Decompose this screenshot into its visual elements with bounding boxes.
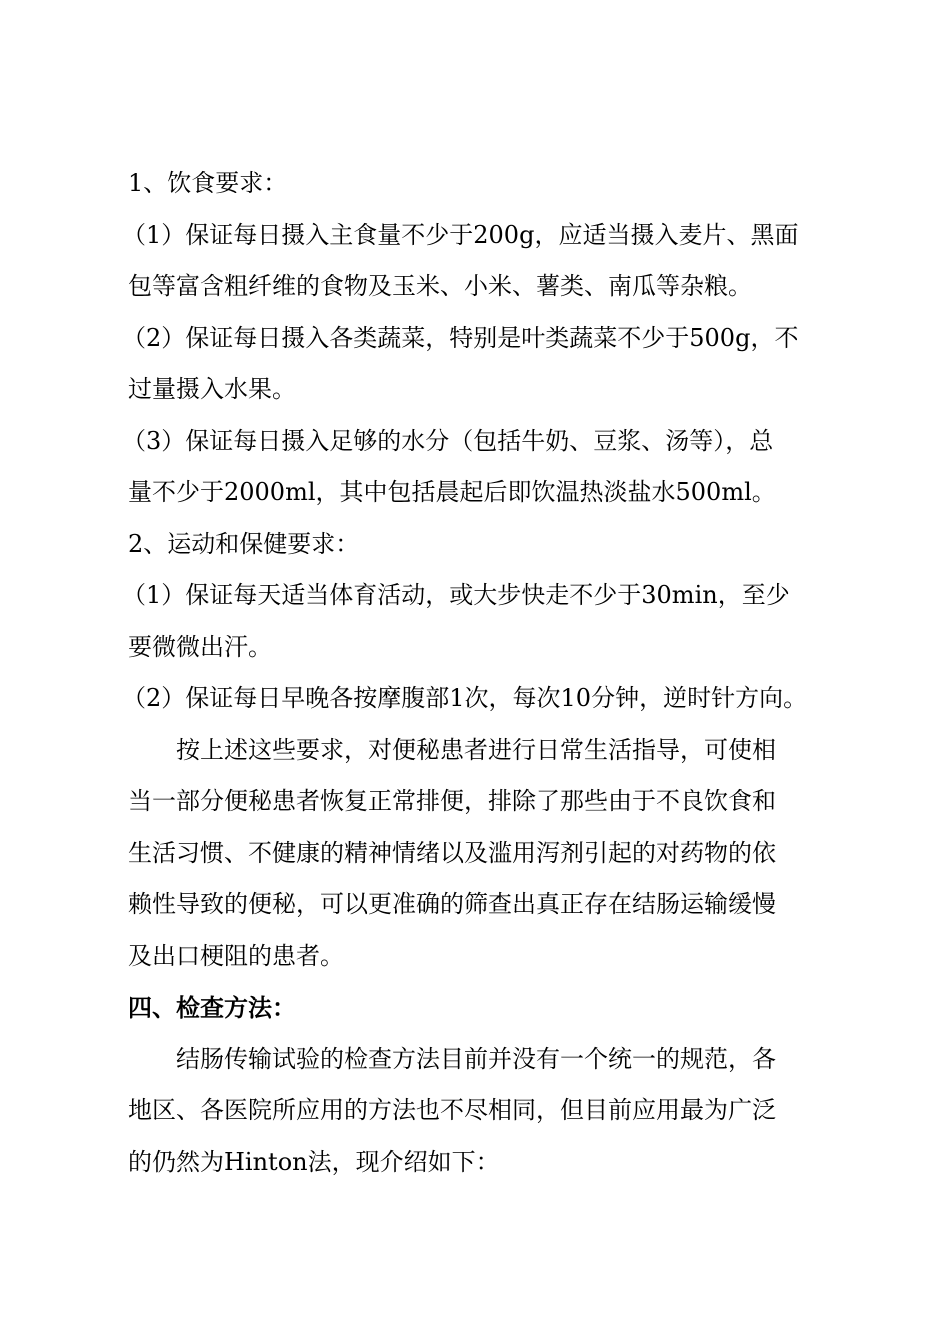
paragraph-methods-line-1: 结肠传输试验的检查方法目前并没有一个统一的规范，各: [176, 1044, 776, 1073]
diet-item-3-line-1: （3）保证每日摄入足够的水分（包括牛奶、豆浆、汤等），总: [122, 426, 774, 455]
section-heading-exercise: 2、运动和保健要求：: [128, 529, 360, 558]
paragraph-methods-line-2: 地区、各医院所应用的方法也不尽相同，但目前应用最为广泛: [128, 1096, 776, 1124]
diet-item-2-line-1: （2）保证每日摄入各类蔬菜，特别是叶类蔬菜不少于500g，不: [122, 323, 799, 352]
exercise-item-1-line-1: （1）保证每天适当体育活动，或大步快走不少于30min，至少: [122, 581, 790, 609]
exercise-item-2-line-1: （2）保证每日早晚各按摩腹部1次，每次10分钟，逆时针方向。: [122, 684, 808, 712]
paragraph-guidance-line-4: 赖性导致的便秘，可以更准确的筛查出真正存在结肠运输缓慢: [128, 890, 776, 918]
paragraph-guidance-line-2: 当一部分便秘患者恢复正常排便，排除了那些由于不良饮食和: [128, 787, 776, 815]
diet-item-3-line-2: 量不少于2000ml，其中包括晨起后即饮温热淡盐水500ml。: [128, 478, 776, 506]
paragraph-guidance-line-3: 生活习惯、不健康的精神情绪以及滥用泻剂引起的对药物的依: [128, 838, 776, 867]
paragraph-guidance-line-1: 按上述这些要求，对便秘患者进行日常生活指导，可使相: [176, 735, 776, 764]
paragraph-methods-line-3: 的仍然为Hinton法，现介绍如下：: [128, 1147, 500, 1176]
diet-item-1-line-2: 包等富含粗纤维的食物及玉米、小米、薯类、南瓜等杂粮。: [128, 272, 752, 300]
section-heading-methods: 四、检查方法：: [128, 993, 296, 1022]
section-heading-diet: 1、饮食要求：: [128, 169, 288, 197]
document-body: [122, 158, 828, 1188]
diet-item-1-line-1: （1）保证每日摄入主食量不少于200g，应适当摄入麦片、黑面: [122, 220, 799, 249]
diet-item-2-line-2: 过量摄入水果。: [128, 375, 296, 403]
paragraph-guidance-line-5: 及出口梗阻的患者。: [128, 941, 344, 970]
exercise-item-1-line-2: 要微微出汗。: [128, 632, 272, 661]
